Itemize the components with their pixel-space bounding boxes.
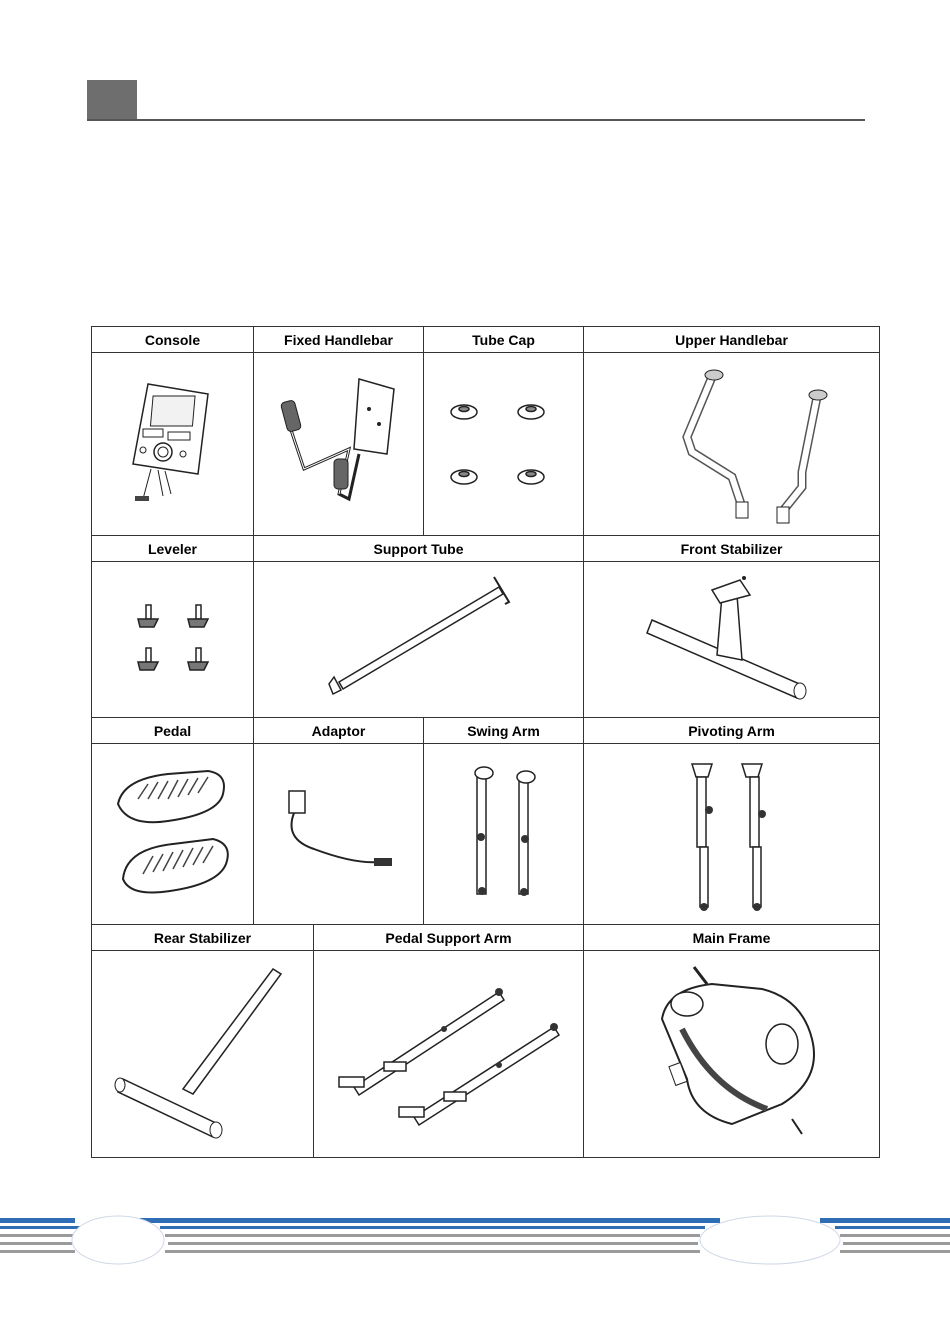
label-adaptor: Adaptor xyxy=(254,718,424,744)
label-pedal-support-arm: Pedal Support Arm xyxy=(314,925,584,951)
pivoting-arm-illustration xyxy=(662,752,802,917)
section-marker xyxy=(87,80,137,120)
footer-right-oval xyxy=(700,1216,840,1264)
footer-stripes-middle xyxy=(140,1218,720,1253)
console-illustration xyxy=(113,374,233,514)
label-pivoting-arm: Pivoting Arm xyxy=(584,718,880,744)
leveler-picture xyxy=(92,562,254,718)
footer-stripes-right xyxy=(820,1218,950,1253)
adaptor-illustration xyxy=(274,779,404,889)
label-leveler: Leveler xyxy=(92,536,254,562)
support-tube-illustration xyxy=(319,572,519,707)
label-pedal: Pedal xyxy=(92,718,254,744)
console-picture xyxy=(92,353,254,536)
swing-arm-illustration xyxy=(449,759,559,909)
pedal-support-arm-illustration xyxy=(324,967,574,1142)
label-upper-handlebar: Upper Handlebar xyxy=(584,327,880,353)
pedal-support-arm-picture xyxy=(314,951,584,1158)
header-rule xyxy=(87,119,865,121)
pedal-picture xyxy=(92,744,254,925)
tube-cap-picture xyxy=(424,353,584,536)
label-console: Console xyxy=(92,327,254,353)
label-rear-stabilizer: Rear Stabilizer xyxy=(92,925,314,951)
front-stabilizer-picture xyxy=(584,562,880,718)
front-stabilizer-illustration xyxy=(632,570,832,710)
parts-table xyxy=(91,326,880,1158)
tube-cap-illustration xyxy=(434,384,574,504)
label-support-tube: Support Tube xyxy=(254,536,584,562)
adaptor-picture xyxy=(254,744,424,925)
pivoting-arm-picture xyxy=(584,744,880,925)
fixed-handlebar-picture xyxy=(254,353,424,536)
main-frame-illustration xyxy=(632,959,832,1149)
upper-handlebar-illustration xyxy=(632,362,832,527)
rear-stabilizer-picture xyxy=(92,951,314,1158)
upper-handlebar-picture xyxy=(584,353,880,536)
pedal-illustration xyxy=(108,759,238,909)
main-frame-picture xyxy=(584,951,880,1158)
support-tube-picture xyxy=(254,562,584,718)
leveler-illustration xyxy=(118,595,228,685)
swing-arm-picture xyxy=(424,744,584,925)
label-fixed-handlebar: Fixed Handlebar xyxy=(254,327,424,353)
label-tube-cap: Tube Cap xyxy=(424,327,584,353)
fixed-handlebar-illustration xyxy=(269,369,409,519)
footer-stripes-left xyxy=(0,1218,80,1253)
label-front-stabilizer: Front Stabilizer xyxy=(584,536,880,562)
label-swing-arm: Swing Arm xyxy=(424,718,584,744)
rear-stabilizer-illustration xyxy=(103,959,303,1149)
footer-stripes xyxy=(0,1212,950,1272)
footer-left-oval xyxy=(72,1216,164,1264)
label-main-frame: Main Frame xyxy=(584,925,880,951)
